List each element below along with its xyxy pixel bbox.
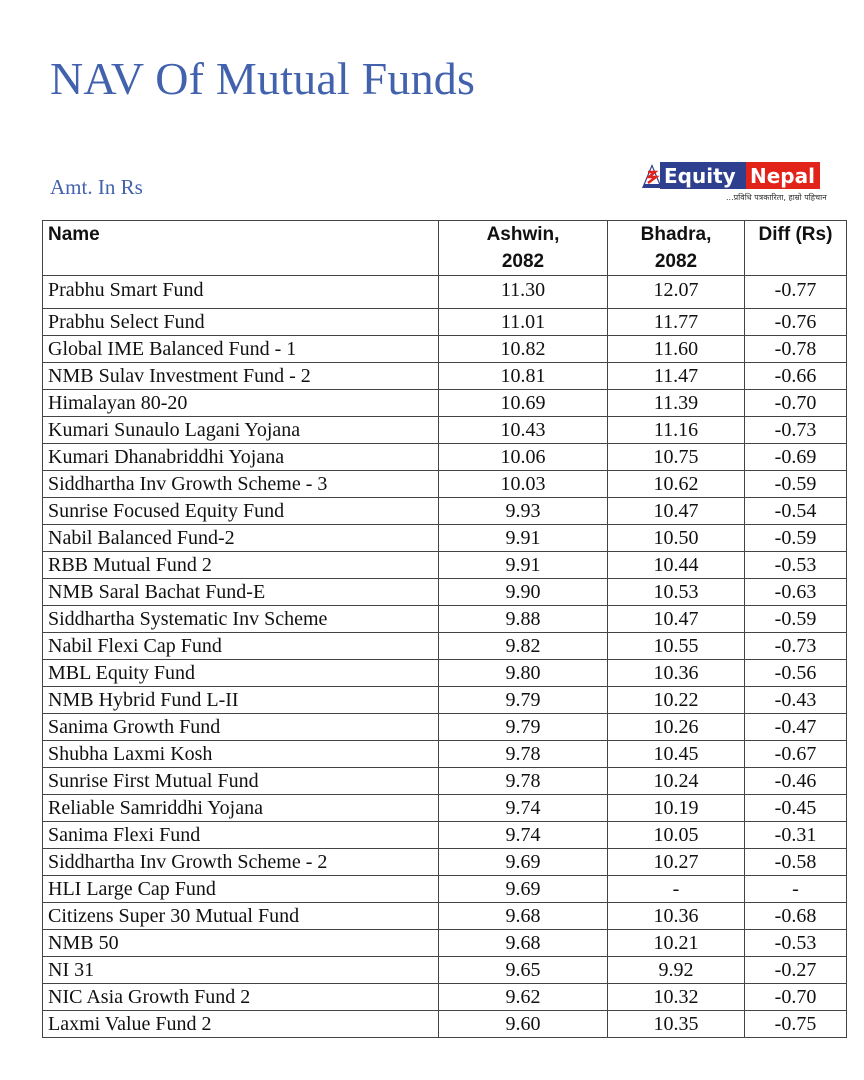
ashwin-nav-cell: 11.30 — [439, 276, 608, 309]
column-header-diff — [745, 221, 847, 276]
diff-cell: -0.63 — [745, 579, 847, 606]
diff-cell: -0.67 — [745, 741, 847, 768]
table-row — [43, 984, 847, 1011]
column-header-ashwin — [439, 221, 608, 276]
table-row — [43, 822, 847, 849]
diff-cell: -0.46 — [745, 768, 847, 795]
table-row — [43, 552, 847, 579]
column-header-name-label: Name — [48, 224, 100, 245]
fund-name-cell: HLI Large Cap Fund — [43, 876, 439, 903]
fund-name-cell: Reliable Samriddhi Yojana — [43, 795, 439, 822]
table-row — [43, 579, 847, 606]
bhadra-nav-cell: 10.21 — [608, 930, 745, 957]
bhadra-nav-cell: 9.92 — [608, 957, 745, 984]
table-row — [43, 795, 847, 822]
fund-name-cell: Global IME Balanced Fund - 1 — [43, 336, 439, 363]
bhadra-nav-cell: 10.53 — [608, 579, 745, 606]
ashwin-nav-cell: 9.93 — [439, 498, 608, 525]
table-row — [43, 363, 847, 390]
fund-name-cell: Citizens Super 30 Mutual Fund — [43, 903, 439, 930]
diff-cell: -0.59 — [745, 471, 847, 498]
diff-cell: -0.45 — [745, 795, 847, 822]
logo-text-equity: Equity — [660, 162, 746, 189]
table-row — [43, 498, 847, 525]
fund-name-cell: NMB Sulav Investment Fund - 2 — [43, 363, 439, 390]
column-header-bhadra-line1: Bhadra, — [640, 224, 712, 245]
ashwin-nav-cell: 9.90 — [439, 579, 608, 606]
table-row — [43, 276, 847, 309]
table-row — [43, 444, 847, 471]
ashwin-nav-cell: 9.78 — [439, 768, 608, 795]
fund-name-cell: Shubha Laxmi Kosh — [43, 741, 439, 768]
page-title: NAV Of Mutual Funds — [50, 53, 476, 104]
fund-name-cell: Prabhu Select Fund — [43, 309, 439, 336]
table-row — [43, 660, 847, 687]
mountain-logo-icon — [642, 162, 662, 190]
fund-name-cell: Siddhartha Inv Growth Scheme - 2 — [43, 849, 439, 876]
diff-cell: -0.66 — [745, 363, 847, 390]
table-row — [43, 930, 847, 957]
ashwin-nav-cell: 9.62 — [439, 984, 608, 1011]
bhadra-nav-cell: 12.07 — [608, 276, 745, 309]
ashwin-nav-cell: 9.69 — [439, 849, 608, 876]
bhadra-nav-cell: 10.50 — [608, 525, 745, 552]
bhadra-nav-cell: 11.47 — [608, 363, 745, 390]
ashwin-nav-cell: 9.79 — [439, 714, 608, 741]
logo-text-nepal: Nepal — [746, 162, 820, 189]
bhadra-nav-cell: 11.39 — [608, 390, 745, 417]
fund-name-cell: Sanima Growth Fund — [43, 714, 439, 741]
ashwin-nav-cell: 10.82 — [439, 336, 608, 363]
ashwin-nav-cell: 10.03 — [439, 471, 608, 498]
fund-name-cell: Siddhartha Systematic Inv Scheme — [43, 606, 439, 633]
table-header-row — [43, 221, 847, 276]
table-row — [43, 471, 847, 498]
diff-cell: -0.54 — [745, 498, 847, 525]
diff-cell: - — [745, 876, 847, 903]
bhadra-nav-cell: 10.36 — [608, 903, 745, 930]
ashwin-nav-cell: 9.74 — [439, 795, 608, 822]
diff-cell: -0.77 — [745, 276, 847, 309]
bhadra-nav-cell: 10.27 — [608, 849, 745, 876]
fund-name-cell: Sanima Flexi Fund — [43, 822, 439, 849]
column-header-bhadra-line2: 2082 — [654, 251, 698, 272]
ashwin-nav-cell: 9.68 — [439, 930, 608, 957]
diff-cell: -0.76 — [745, 309, 847, 336]
logo-tagline: ...प्रविधि पत्रकारिता, हाम्रो पहिचान — [726, 193, 827, 202]
column-header-name — [43, 221, 439, 276]
table-row — [43, 1011, 847, 1038]
column-header-diff-label: Diff (Rs) — [758, 224, 833, 245]
ashwin-nav-cell: 9.80 — [439, 660, 608, 687]
table-row — [43, 525, 847, 552]
fund-name-cell: Sunrise Focused Equity Fund — [43, 498, 439, 525]
diff-cell: -0.56 — [745, 660, 847, 687]
diff-cell: -0.68 — [745, 903, 847, 930]
diff-cell: -0.59 — [745, 606, 847, 633]
ashwin-nav-cell: 11.01 — [439, 309, 608, 336]
fund-name-cell: Nabil Flexi Cap Fund — [43, 633, 439, 660]
table-row — [43, 309, 847, 336]
ashwin-nav-cell: 10.06 — [439, 444, 608, 471]
fund-name-cell: NIC Asia Growth Fund 2 — [43, 984, 439, 1011]
diff-cell: -0.70 — [745, 984, 847, 1011]
ashwin-nav-cell: 9.79 — [439, 687, 608, 714]
nav-table — [42, 220, 847, 1038]
ashwin-nav-cell: 9.88 — [439, 606, 608, 633]
diff-cell: -0.53 — [745, 930, 847, 957]
fund-name-cell: Prabhu Smart Fund — [43, 276, 439, 309]
fund-name-cell: NMB 50 — [43, 930, 439, 957]
bhadra-nav-cell: - — [608, 876, 745, 903]
fund-name-cell: NMB Saral Bachat Fund-E — [43, 579, 439, 606]
equity-nepal-logo — [642, 162, 827, 202]
bhadra-nav-cell: 10.35 — [608, 1011, 745, 1038]
diff-cell: -0.59 — [745, 525, 847, 552]
fund-name-cell: MBL Equity Fund — [43, 660, 439, 687]
bhadra-nav-cell: 10.32 — [608, 984, 745, 1011]
table-row — [43, 768, 847, 795]
table-row — [43, 714, 847, 741]
diff-cell: -0.47 — [745, 714, 847, 741]
table-row — [43, 633, 847, 660]
bhadra-nav-cell: 10.26 — [608, 714, 745, 741]
table-row — [43, 741, 847, 768]
bhadra-nav-cell: 11.60 — [608, 336, 745, 363]
ashwin-nav-cell: 10.81 — [439, 363, 608, 390]
column-header-bhadra — [608, 221, 745, 276]
fund-name-cell: Kumari Dhanabriddhi Yojana — [43, 444, 439, 471]
table-row — [43, 336, 847, 363]
ashwin-nav-cell: 9.74 — [439, 822, 608, 849]
table-row — [43, 417, 847, 444]
column-header-ashwin-line2: 2082 — [501, 251, 545, 272]
fund-name-cell: Siddhartha Inv Growth Scheme - 3 — [43, 471, 439, 498]
diff-cell: -0.58 — [745, 849, 847, 876]
diff-cell: -0.53 — [745, 552, 847, 579]
unit-note: Amt. In Rs — [50, 175, 143, 199]
fund-name-cell: Sunrise First Mutual Fund — [43, 768, 439, 795]
table-row — [43, 957, 847, 984]
bhadra-nav-cell: 11.16 — [608, 417, 745, 444]
ashwin-nav-cell: 10.69 — [439, 390, 608, 417]
bhadra-nav-cell: 10.45 — [608, 741, 745, 768]
table-row — [43, 606, 847, 633]
diff-cell: -0.73 — [745, 633, 847, 660]
diff-cell: -0.73 — [745, 417, 847, 444]
bhadra-nav-cell: 10.22 — [608, 687, 745, 714]
ashwin-nav-cell: 9.91 — [439, 552, 608, 579]
diff-cell: -0.31 — [745, 822, 847, 849]
table-row — [43, 903, 847, 930]
bhadra-nav-cell: 10.62 — [608, 471, 745, 498]
ashwin-nav-cell: 9.68 — [439, 903, 608, 930]
fund-name-cell: NMB Hybrid Fund L-II — [43, 687, 439, 714]
fund-name-cell: Nabil Balanced Fund-2 — [43, 525, 439, 552]
fund-name-cell: Laxmi Value Fund 2 — [43, 1011, 439, 1038]
column-header-ashwin-line1: Ashwin, — [486, 224, 560, 245]
table-body — [43, 276, 847, 1038]
bhadra-nav-cell: 10.47 — [608, 606, 745, 633]
fund-name-cell: NI 31 — [43, 957, 439, 984]
bhadra-nav-cell: 11.77 — [608, 309, 745, 336]
bhadra-nav-cell: 10.44 — [608, 552, 745, 579]
diff-cell: -0.75 — [745, 1011, 847, 1038]
fund-name-cell: Kumari Sunaulo Lagani Yojana — [43, 417, 439, 444]
diff-cell: -0.69 — [745, 444, 847, 471]
table-row — [43, 390, 847, 417]
diff-cell: -0.27 — [745, 957, 847, 984]
ashwin-nav-cell: 9.82 — [439, 633, 608, 660]
ashwin-nav-cell: 9.69 — [439, 876, 608, 903]
table-row — [43, 876, 847, 903]
fund-name-cell: Himalayan 80-20 — [43, 390, 439, 417]
bhadra-nav-cell: 10.05 — [608, 822, 745, 849]
ashwin-nav-cell: 9.60 — [439, 1011, 608, 1038]
table-row — [43, 687, 847, 714]
ashwin-nav-cell: 9.78 — [439, 741, 608, 768]
table-row — [43, 849, 847, 876]
ashwin-nav-cell: 10.43 — [439, 417, 608, 444]
bhadra-nav-cell: 10.19 — [608, 795, 745, 822]
ashwin-nav-cell: 9.91 — [439, 525, 608, 552]
fund-name-cell: RBB Mutual Fund 2 — [43, 552, 439, 579]
ashwin-nav-cell: 9.65 — [439, 957, 608, 984]
bhadra-nav-cell: 10.55 — [608, 633, 745, 660]
bhadra-nav-cell: 10.47 — [608, 498, 745, 525]
diff-cell: -0.78 — [745, 336, 847, 363]
diff-cell: -0.70 — [745, 390, 847, 417]
bhadra-nav-cell: 10.36 — [608, 660, 745, 687]
bhadra-nav-cell: 10.75 — [608, 444, 745, 471]
diff-cell: -0.43 — [745, 687, 847, 714]
bhadra-nav-cell: 10.24 — [608, 768, 745, 795]
